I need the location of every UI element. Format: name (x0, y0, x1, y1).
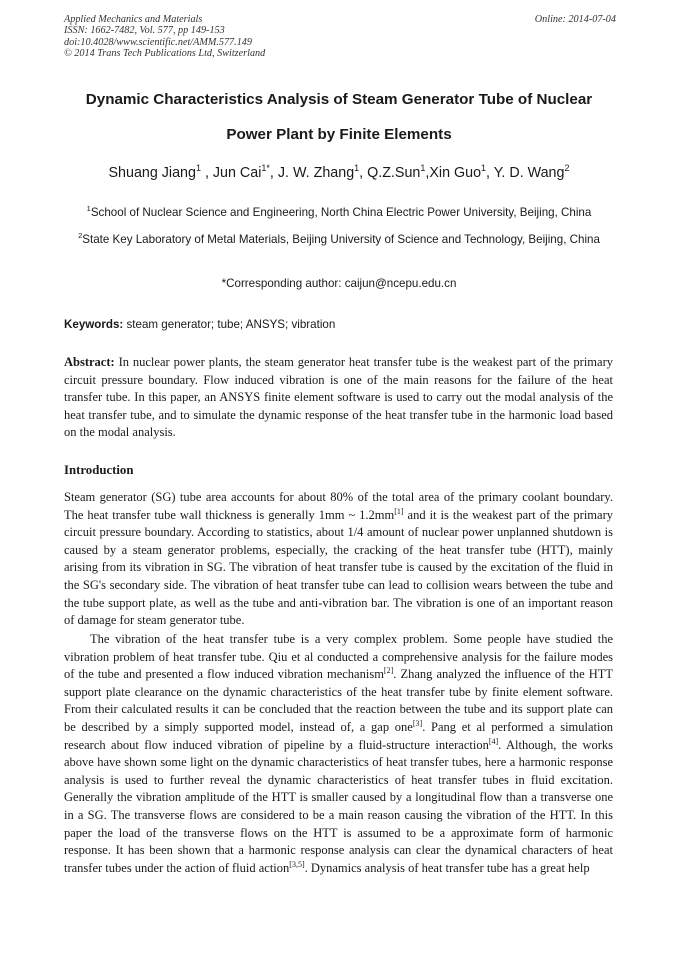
body-paragraph-2: The vibration of the heat transfer tube is a very complex problem. Some people have studied the vibration problem of heat transfer tube. Qiu et al conducted a comprehensive analysis for the failure modes of the tube and presented a flow induced vibration mechanism[2]. Zhang analyzed the influence of the HTT support plate clearance on the dynamic characteristics of the heat transfer tube by finite element software. From their calculated results it can be concluded that the reaction between the tube and its support plate can be described by a simply supported model, instead of, a gap one[3]. Pang et al performed a simulation research about flow induced vibration of pipeline by a fluid-structure interaction[4]. Although, the works above have shown some light on the dynamic characteristics of heat transfer tubes, here a harmonic response analysis is used to further reveal the dynamic characteristics of heat transfer tubes in fluid excitation. Generally the vibration amplitude of the HTT is smaller caused by a longitudinal flow than a transverse one in a SG. The transverse flows are considered to be a main reason causing the vibration of the HTT. In this paper the load of the transverse flows on the HTT is assumed to be a approximate form of harmonic response. It has been shown that a harmonic response analysis can clear the dynamical characters of heat transfer tubes under the action of fluid action[3,5]. Dynamics analysis of heat transfer tube has a great help (64, 632, 614, 875)
author: Q.Z.Sun$^1$, (367, 163, 430, 181)
affiliation-2: $^2$State Key Laboratory of Metal Materials, Beijing University of Science and Technology, Beijing, China (78, 231, 600, 246)
author: Y. D. Wang$^2$ (493, 163, 570, 181)
doi-line: doi:10.4028/www.scientific.net/AMM.577.149 (64, 36, 252, 48)
keywords-text: steam generator; tube; ANSYS; vibration (123, 318, 336, 331)
abstract-text: In nuclear power plants, the steam generator heat transfer tube is the weakest part of the primary circuit pressure boundary. Flow induced vibration is one of the main reasons for the failure of the heat transfer tube. In this paper, an ANSYS finite element software is used to carry out the modal analysis of the heat transfer tube, and to simulate the dynamic response of the heat transfer tube in the harmonic load based on the modal analysis. (64, 355, 613, 440)
journal-name: Applied Mechanics and Materials (64, 14, 203, 25)
citation: [1] (394, 506, 404, 516)
citation: [3] (412, 718, 423, 728)
paper-title-line-1: Dynamic Characteristics Analysis of Steam Generator Tube of Nuclear (85, 91, 593, 108)
abstract-label: Abstract: (64, 355, 115, 369)
author: Jun Cai$^{1*}$, (212, 163, 278, 181)
author: Shuang Jiang$^1$ , (108, 163, 213, 181)
journal-header (64, 14, 265, 60)
corresponding-author: *Corresponding author: caijun@ncepu.edu.cn (221, 277, 457, 290)
abstract (64, 354, 613, 442)
affiliation-1: $^1$School of Nuclear Science and Engineering, North China Electric Power University, Beijing, China (86, 204, 592, 219)
body-paragraph-1: Steam generator (SG) tube area accounts for about 80% of the total area of the primary coolant boundary. The heat transfer tube wall thickness is generally 1mm ~ 1.2mm[1] and it is the weakest part of the primary circuit pressure boundary. According to statistics, about 1/4 amount of nuclear power unplanned shutdown is caused by a steam generator problems, especially, the cracking of the heat transfer tube (HTT), mainly arising from its vibration in SG. The vibration of heat transfer tube is caused by the excitation of the fluid in the SG's secondary side. The vibration of heat transfer tube can lead to collision wears between the tube and the tube support plate, as well as the tube and anti-vibration bar. The vibration is one of an important reason of damage for steam generator tube. (64, 490, 613, 628)
online-date: Online: 2014-07-04 (534, 14, 616, 25)
issn-line: ISSN: 1662-7482, Vol. 577, pp 149-153 (64, 25, 225, 37)
keywords-label: Keywords: (64, 318, 124, 331)
copyright-line: © 2014 Trans Tech Publications Ltd, Switzerland (64, 48, 266, 60)
author: J. W. Zhang$^1$, (277, 163, 368, 181)
author: Xin Guo$^1$, (429, 163, 494, 181)
citation: [3,5] (289, 859, 305, 869)
citation: [4] (488, 736, 499, 746)
citation: [2] (383, 666, 394, 676)
paper-title-line-2: Power Plant by Finite Elements (226, 126, 452, 143)
author-list (30, 165, 648, 181)
keywords (64, 318, 614, 331)
section-heading-introduction: Introduction (64, 463, 134, 477)
